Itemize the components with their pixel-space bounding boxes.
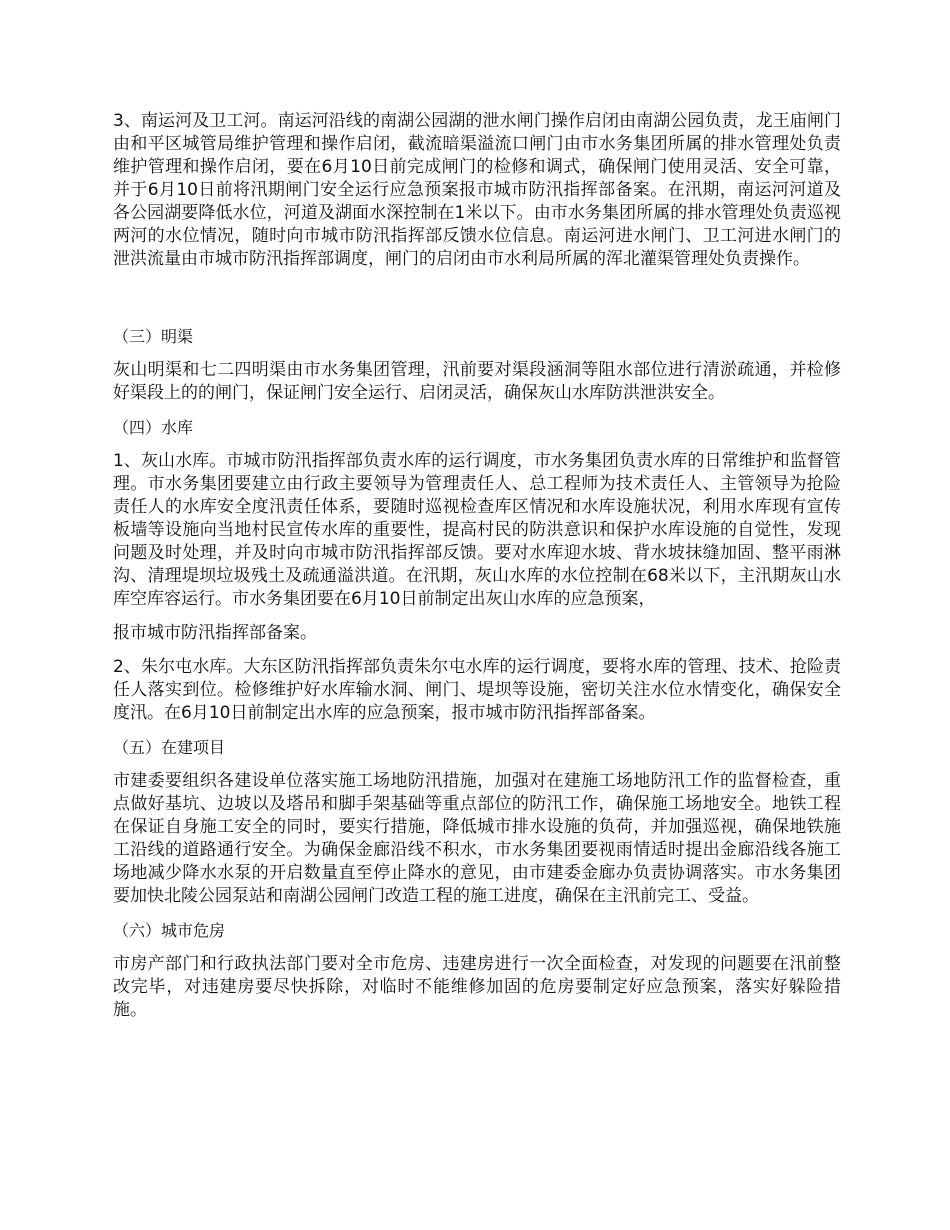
spacer bbox=[113, 405, 841, 416]
paragraph-report-filing: 报市城市防汛指挥部备案。 bbox=[113, 623, 317, 643]
heading-open-channels: （三）明渠 bbox=[113, 327, 194, 346]
spacer bbox=[113, 439, 841, 450]
spacer bbox=[113, 611, 841, 622]
spacer bbox=[113, 645, 841, 656]
spacer bbox=[113, 759, 841, 770]
paragraph-zhuertun-reservoir: 2、朱尔屯水库。大东区防汛指挥部负责朱尔屯水库的运行调度，要将水库的管理、技术、抢险责任人落实到位。检修维护好水库输水洞、闸门、堤坝等设施，密切关注水位水情变化，确保安全度汛。在6月10日前制定出水库的应急预案，报市城市防汛指挥部备案。 bbox=[113, 657, 841, 723]
spacer bbox=[113, 908, 841, 919]
paragraph-open-channels: 灰山明渠和七二四明渠由市水务集团管理，汛前要对渠段涵洞等阻水部位进行清淤疏通，并检修好渠段上的的闸门，保证闸门安全运行、启闭灵活，确保灰山水库防洪泄洪安全。 bbox=[113, 360, 841, 403]
spacer bbox=[113, 942, 841, 953]
document-body bbox=[113, 110, 841, 1022]
heading-reservoirs: （四）水库 bbox=[113, 418, 194, 437]
spacer bbox=[113, 271, 841, 325]
paragraph-southern-canal: 3、南运河及卫工河。南运河沿线的南湖公园湖的泄水闸门操作启闭由南湖公园负责，龙王庙闸门由和平区城管局维护管理和操作启闭，截流暗渠溢流口闸门由市水务集团所属的排水管理处负责维护管理和操作启闭，要在6月10日前完成闸门的检修和调式，确保闸门使用灵活、安全可靠，并于6月10日前将汛期闸门安全运行应急预案报市城市防汛指挥部备案。在汛期，南运河河道及各公园湖要降低水位，河道及湖面水深控制在1米以下。由市水务集团所属的排水管理处负责巡视两河的水位情况，随时向市城市防汛指挥部反馈水位信息。南运河进水闸门、卫工河进水闸门的泄洪流量由市城市防汛指挥部调度，闸门的启闭由市水利局所属的浑北灌渠管理处负责操作。 bbox=[113, 111, 841, 269]
spacer bbox=[113, 725, 841, 736]
heading-construction-projects: （五）在建项目 bbox=[113, 738, 226, 757]
heading-dangerous-buildings: （六）城市危房 bbox=[113, 921, 226, 940]
paragraph-dangerous-buildings: 市房产部门和行政执法部门要对全市危房、违建房进行一次全面检查，对发现的问题要在汛前整改完毕，对违建房要尽快拆除，对临时不能维修加固的危房要制定好应急预案，落实好躲险措施。 bbox=[113, 954, 841, 1020]
paragraph-huishan-reservoir: 1、灰山水库。市城市防汛指挥部负责水库的运行调度，市水务集团负责水库的日常维护和监督管理。市水务集团要建立由行政主要领导为管理责任人、总工程师为技术责任人、主管领导为抢险责任人的水库安全度汛责任体系，要随时巡视检查库区情况和水库设施状况，利用水库现有宣传板墙等设施向当地村民宣传水库的重要性，提高村民的防洪意识和保护水库设施的自觉性，发现问题及时处理，并及时向市城市防汛指挥部反馈。要对水库迎水坡、背水坡抹缝加固、整平雨淋沟、清理堤坝垃圾残土及疏通溢洪道。在汛期，灰山水库的水位控制在68米以下，主汛期灰山水库空库容运行。市水务集团要在6月10日前制定出灰山水库的应急预案， bbox=[113, 451, 841, 609]
spacer bbox=[113, 348, 841, 359]
paragraph-construction-projects: 市建委要组织各建设单位落实施工场地防汛措施，加强对在建施工场地防汛工作的监督检查，重点做好基坑、边坡以及塔吊和脚手架基础等重点部位的防汛工作，确保施工场地安全。地铁工程在保证自身施工安全的同时，要实行措施，降低城市排水设施的负荷，并加强巡视，确保地铁施工沿线的道路通行安全。为确保金廊沿线不积水，市水务集团要视雨情适时提出金廊沿线各施工场地减少降水水泵的开启数量直至停止降水的意见，由市建委金廊办负责协调落实。市水务集团要加快北陵公园泵站和南湖公园闸门改造工程的施工进度，确保在主汛前完工、受益。 bbox=[113, 771, 841, 906]
